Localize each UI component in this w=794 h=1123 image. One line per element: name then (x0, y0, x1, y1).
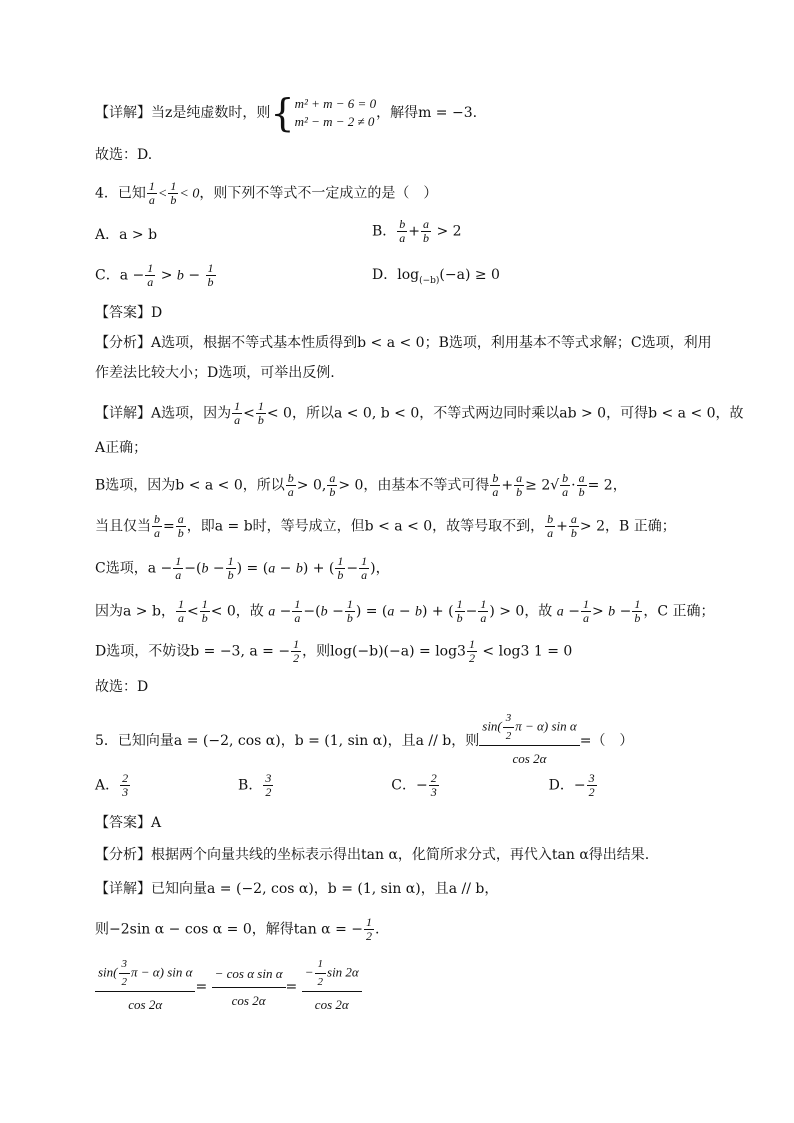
text: 当z是纯虚数时，则 (151, 105, 271, 121)
tag-answer: 【答案】 (95, 305, 151, 321)
tail: > 2 (432, 223, 462, 240)
text-tail: ，则log(−b)(−a) = log3 (302, 643, 466, 660)
analysis-4 (95, 332, 712, 354)
option-4b: B． $\frac{b}{a}$ + $\frac{a}{b}$ > 2 (372, 217, 462, 245)
line-1 (95, 91, 478, 135)
text: 5．已知向量a = (−2, cos α)，b = (1, sin α)，且a // b，则 (95, 733, 480, 749)
line-2: 故选：D. (95, 147, 153, 163)
tag-detail: 【详解】 (95, 881, 151, 897)
text: 则−2sin α − cos α = 0，解得tan α = − (95, 921, 364, 938)
answer-5 (95, 812, 161, 834)
detail-4-d: D选项，不妨设b = −3, a = − $\frac{1}{2}$ ，则log(−b)(−a) = log3 $\frac{1}{2}$ < log3 1 = 0 (95, 637, 573, 665)
text-tail: （ ） (591, 733, 634, 749)
text-tail: ，解得m = −3. (376, 105, 478, 121)
analysis-4-cont: 作差法比较大小；D选项，可举出反例. (95, 365, 335, 381)
option-4d: D．$\log_{(-b)}(-a) \ge 0$ (372, 267, 500, 286)
question-5: 5．已知向量a = (−2, cos α)，b = (1, sin α)，且a // b，则 sin( $\frac{3}{2}$ π − α) sin α cos 2α =（ ） (95, 712, 634, 766)
text: 已知向量a = (−2, cos α)，b = (1, sin α)，且a // b， (151, 881, 499, 897)
text-tail: . (375, 921, 380, 938)
text-tail: ，由基本不等式可得 (363, 477, 490, 494)
text: B选项，因为b < a < 0，所以 (95, 477, 285, 494)
question-4: 4．已知 $\frac{1}{a}$ < $\frac{1}{b}$ < 0，则下列不等式不一定成立的是（ ） (95, 179, 438, 207)
label: B． (372, 223, 397, 240)
eq-row-1: m² + m − 6 = 0 (294, 96, 377, 111)
option-4a: A．a > b (95, 227, 158, 243)
detail-4-c: C选项，a − $\frac{1}{a}$ −(b − $\frac{1}{b}$ ) = (a − b) + ( $\frac{1}{b}$ − $\frac{1}{a}$ )， (95, 554, 390, 582)
option-5c: C．− (391, 777, 428, 794)
choose-4: 故选：D (95, 679, 149, 695)
detail-4-c-cont: 因为a > b， $\frac{1}{a}$ < $\frac{1}{b}$ < 0，故 a − $\frac{1}{a}$ −(b − $\frac{1}{b}$ ) = (a − b) + ( $\frac{1}{b}$ − $\frac{1}{a}$ ) > 0，故 a − $\frac{1}{a}$ > b − $\frac{1}{b}$ ，C 正确； (95, 597, 715, 625)
text: 当且仅当 (95, 518, 151, 535)
text-tail: ，即a = b时，等号成立，但b < a < 0，故等号取不到， (186, 518, 545, 535)
analysis-5 (95, 844, 649, 866)
option-4c: C．a − $\frac{1}{a}$ > b − $\frac{1}{b}$ (95, 261, 214, 289)
tag-detail: 【详解】 (95, 105, 151, 121)
tag-analysis: 【分析】 (95, 335, 151, 351)
detail-5-eq: sin( $\frac{3}{2}$ π − α) sin α cos 2α = $\frac{\text{− cos α sin α}}{\cos 2\alpha}$ = − $\frac{1}{2}$ sin 2α cos 2α (95, 958, 362, 1016)
options-5: A． $\frac{2}{3}$ B． $\frac{3}{2}$ C．− $\frac{2}{3}$ D．− $\frac{3}{2}$ (95, 771, 595, 799)
eq-row-2: m² − m − 2 ≠ 0 (294, 114, 375, 129)
text-tail: ，所以a < 0, b < 0，不等式两边同时乘以ab > 0，可得b < a < 0，故 (291, 405, 744, 422)
option-5d: D．− (548, 777, 586, 794)
text: A选项，因为 (151, 405, 232, 422)
tag-detail: 【详解】 (95, 405, 151, 422)
text: 根据两个向量共线的坐标表示得出tan α，化简所求分式，再代入tan α得出结果. (151, 847, 650, 863)
answer-4 (95, 302, 162, 324)
label: D．log (372, 267, 420, 283)
tag-analysis: 【分析】 (95, 847, 151, 863)
text: 因为a > b， (95, 603, 175, 620)
detail-5 (95, 878, 498, 900)
detail-4-b: B选项，因为b < a < 0，所以 $\frac{b}{a}$ > 0, $\frac{a}{b}$ > 0，由基本不等式可得 $\frac{b}{a}$ + $\frac{a}{b}$ ≥ 2√ $\frac{b}{a}$ · $\frac{a}{b}$ = 2， (95, 471, 627, 499)
text-tail: ，则下列不等式不一定成立的是（ ） (199, 185, 438, 202)
equation-system: { m² + m − 6 = 0 m² − m − 2 ≠ 0 (270, 91, 377, 135)
option-5b: B． (238, 777, 263, 794)
text: 4．已知 (95, 185, 146, 202)
text-tail-2: < log3 1 = 0 (477, 643, 573, 660)
text: A (151, 815, 162, 831)
tag-answer: 【答案】 (95, 815, 151, 831)
label: C．a − (95, 267, 145, 284)
detail-4-a: 【详解】A选项，因为 $\frac{1}{a}$ < $\frac{1}{b}$ < 0，所以a < 0, b < 0，不等式两边同时乘以ab > 0，可得b < a < 0，故 (95, 399, 744, 427)
detail-4-a-cont: A正确； (95, 440, 148, 456)
text: A选项，根据不等式基本性质得到b < a < 0；B选项，利用基本不等式求解；C选项，利用 (151, 335, 712, 351)
detail-4-b-cont: 当且仅当 $\frac{b}{a}$ = $\frac{a}{b}$ ，即a = b时，等号成立，但b < a < 0，故等号取不到， $\frac{b}{a}$ + $\frac{a}{b}$ > 2，B 正确； (95, 512, 676, 540)
text: D选项，不妨设b = −3, a = − (95, 643, 291, 660)
detail-5-cont: 则−2sin α − cos α = 0，解得tan α = − $\frac{1}{2}$ . (95, 915, 380, 943)
text: C选项，a − (95, 560, 173, 577)
text: D (151, 305, 163, 321)
option-5a: A． (95, 777, 120, 794)
tail: (−a) ≥ 0 (439, 267, 500, 283)
